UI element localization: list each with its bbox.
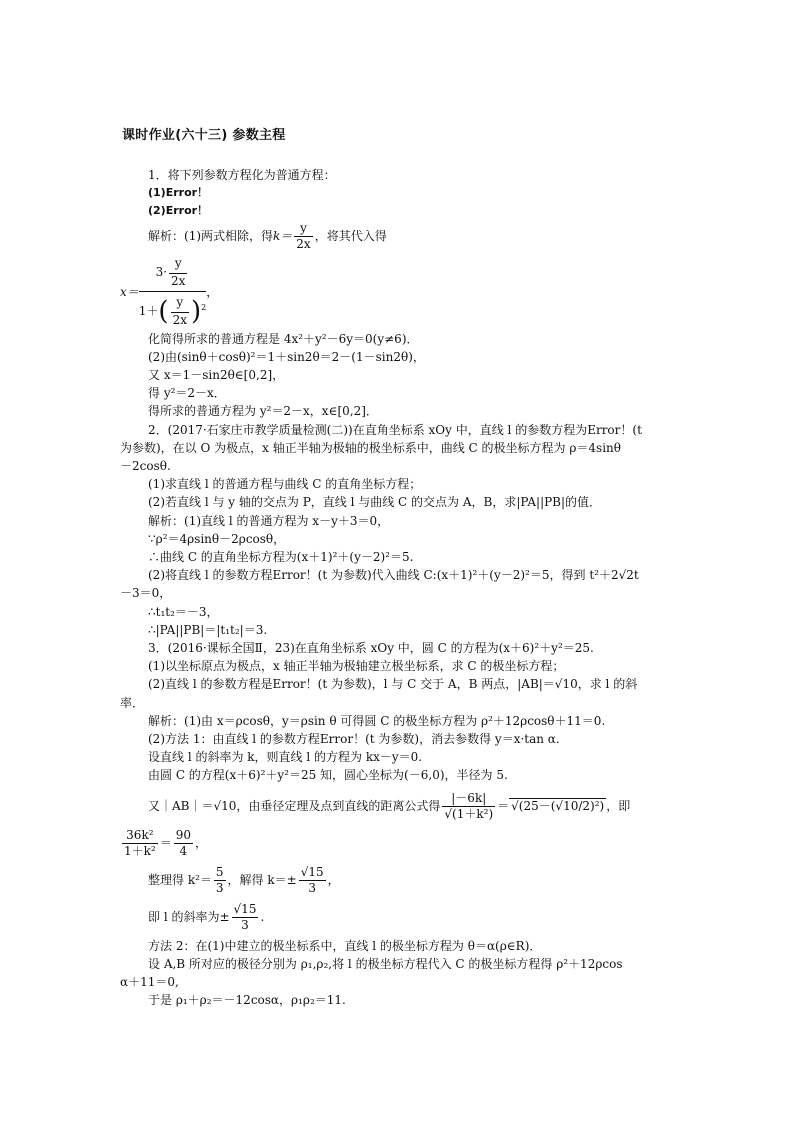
q2-stem-line3: －2cosθ. xyxy=(120,459,171,474)
sqrt-expression: √(25－(√10/2)²) xyxy=(511,798,605,813)
q2-solution-line2: ∵ρ²＝4ρsinθ－2ρcosθ， xyxy=(148,531,286,546)
q1-result-1: 化简得所求的普通方程是 4x²＋y²－6y＝0(y≠6)． xyxy=(148,331,419,346)
q1-stem: 1．将下列参数方程化为普通方程： xyxy=(148,168,336,182)
q2-part2: (2)若直线 l 与 y 轴的交点为 P，直线 l 与曲线 C 的交点为 A，B，求|PA||PB|的值． xyxy=(148,495,602,510)
q1-substitution-formula: x＝ 3· $\frac{y}{2x}$ 1＋( $\frac{y}{2x}$ )$^2$ ， xyxy=(120,255,219,327)
q3-part2-cont: 率． xyxy=(120,695,145,710)
q2-part1: (1)求直线 l 的普通方程与曲线 C 的直角坐标方程； xyxy=(148,477,422,492)
q1-part1: (1)Error！ xyxy=(148,186,209,200)
solution-label: 解析 xyxy=(148,713,173,728)
q3-solve-k: 整理得 k²＝ $\frac{5}{3}$ ，解得 k＝± $\frac{√15}{3}$ ， xyxy=(148,864,340,895)
page-title: 课时作业(六十三) 参数主程 xyxy=(122,128,286,143)
q1-result-2: 得所求的普通方程为 y²＝2－x，x∈[0,2]． xyxy=(148,404,378,419)
q3-solution-line1: 解析：(1)由 x＝ρcosθ，y＝ρsin θ 可得圆 C 的极坐标方程为 ρ²＋12ρcosθ＋11＝0. xyxy=(148,713,606,728)
q3-solution-line3: 设直线 l 的斜率为 k，则直线 l 的方程为 kx－y＝0. xyxy=(148,750,423,765)
big-fraction: 3· $\frac{y}{2x}$ 1＋( $\frac{y}{2x}$ )$^2$ xyxy=(138,255,207,327)
q2-stem-line2: 为参数)，在以 O 为极点，x 轴正半轴为极轴的极坐标系中，曲线 C 的极坐标方程为 ρ＝4sinθ xyxy=(120,440,621,455)
q1-solution-line1: 解析：(1)两式相除，得k＝ $\frac{y}{2x}$ ，将其代入得 xyxy=(148,220,387,251)
solution-label: 解析 xyxy=(148,513,173,528)
q2-solution-line4: (2)将直线 l 的参数方程Error！(t 为参数)代入曲线 C:(x＋1)²＋(y－2)²＝5，得到 t²＋2√2t xyxy=(148,568,639,583)
fraction-y-over-2x: $\frac{y}{2x}$ xyxy=(296,220,311,251)
q2-solution-line1: 解析：(1)直线 l 的普通方程为 x－y＋3＝0， xyxy=(148,513,390,528)
document-body xyxy=(120,166,655,1010)
q3-slope-result: 即 l 的斜率为± $\frac{√15}{3}$ . xyxy=(148,901,265,932)
q1-part2-step2: 又 x＝1－sin2θ∈[0,2]， xyxy=(148,368,285,383)
q3-method2-line3: α＋11＝0, xyxy=(120,975,179,990)
q2-solution-line7: ∴|PA||PB|＝|t₁t₂|＝3. xyxy=(148,622,268,637)
q2-stem-line1: 2．(2017·石家庄市教学质量检测(二))在直角坐标系 xOy 中，直线 l 的参数方程为Error！(t xyxy=(148,422,642,437)
q3-equation: $\frac{\text{36k²}}{\text{1＋k²}}$ ＝ $\frac{90}{4}$ ， xyxy=(124,827,208,858)
q3-method2-line1: 方法 2：在(1)中建立的极坐标系中，直线 l 的极坐标方程为 θ＝α(ρ∈R)． xyxy=(148,938,542,953)
q1-part2-step3: 得 y²＝2－x． xyxy=(148,386,226,401)
q2-solution-line6: ∴t₁t₂＝－3， xyxy=(148,604,219,619)
q3-solution-line2: (2)方法 1：由直线 l 的参数方程Error！(t 为参数)，消去参数得 y＝x·tan α. xyxy=(148,732,560,747)
q3-distance-formula: 又｜AB｜＝√10，由垂径定理及点到直线的距离公式得 $\frac{|-6k|}{\text{√(1＋k²)}}$ ＝ √(25－(√10/2)²) ，即 xyxy=(148,790,631,821)
q3-part1: (1)以坐标原点为极点，x 轴正半轴为极轴建立极坐标系，求 C 的极坐标方程； xyxy=(148,659,565,674)
q3-stem-line1: 3．(2016·课标全国Ⅱ，23)在直角坐标系 xOy 中，圆 C 的方程为(x＋6)²＋y²＝25. xyxy=(148,641,594,656)
q3-part2: (2)直线 l 的参数方程是Error！(t 为参数)，l 与 C 交于 A，B 两点，|AB|＝√10，求 l 的斜 xyxy=(148,677,638,692)
q1-part2-step1: (2)由(sinθ＋cosθ)²＝1＋sin2θ＝2－(1－sin2θ)， xyxy=(148,349,425,364)
q3-solution-line4: 由圆 C 的方程(x＋6)²＋y²＝25 知，圆心坐标为(－6,0)，半径为 5. xyxy=(148,768,508,783)
q2-solution-line5: －3＝0， xyxy=(120,586,172,601)
q3-method2-line4: 于是 ρ₁＋ρ₂＝－12cosα，ρ₁ρ₂＝11. xyxy=(148,993,346,1008)
q2-solution-line3: ∴曲线 C 的直角坐标方程为(x＋1)²＋(y－2)²＝5. xyxy=(148,550,414,565)
solution-label: 解析 xyxy=(148,228,173,243)
q1-part2: (2)Error！ xyxy=(148,204,209,218)
q3-method2-line2: 设 A,B 所对应的极径分别为 ρ₁,ρ₂,将 l 的极坐标方程代入 C 的极坐标方程得 ρ²＋12ρcos xyxy=(148,956,623,971)
